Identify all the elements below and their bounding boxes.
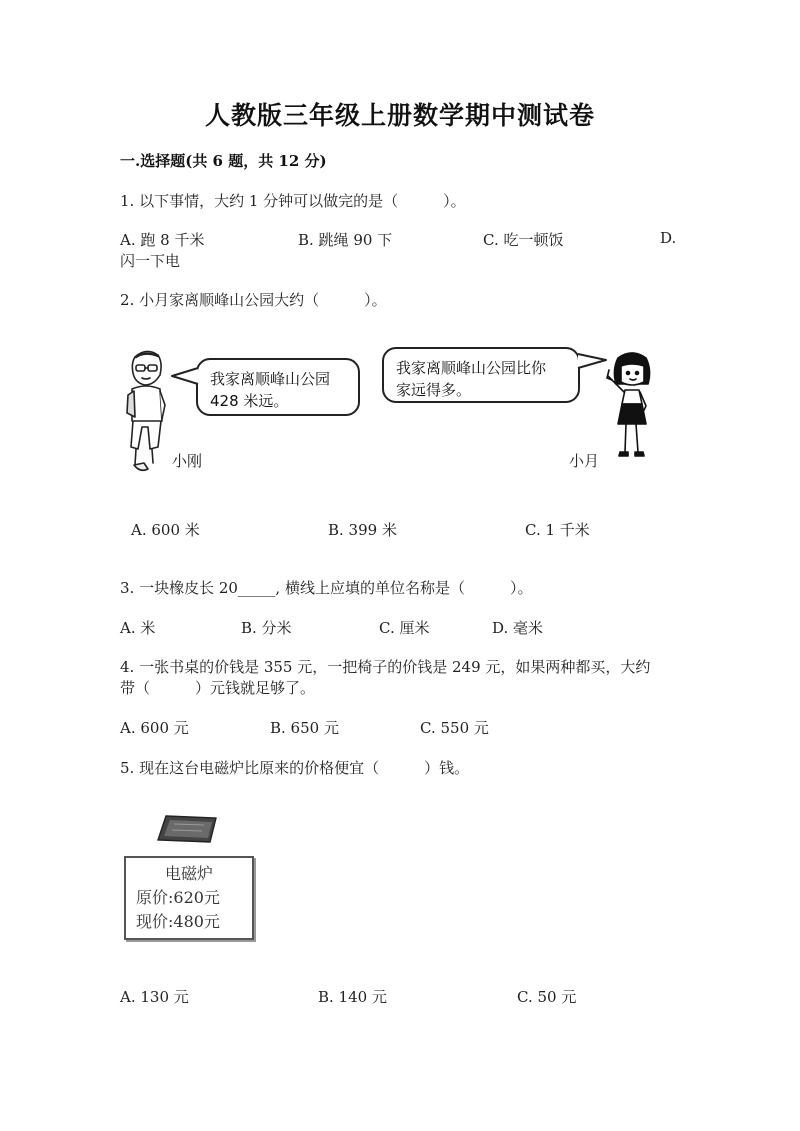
name-label-xiaogang: 小刚 (172, 452, 203, 470)
question-3-option-b: B. 分米 (241, 619, 292, 637)
question-5-option-a: A. 130 元 (120, 988, 189, 1006)
price-sign-current: 现价:480元 (136, 912, 220, 931)
question-4-text-line2: 带（ ）元钱就足够了。 (120, 679, 316, 697)
boy-figure-icon (118, 345, 176, 477)
speech-bubble-left-line1: 我家离顺峰山公园 (210, 370, 331, 388)
girl-figure-icon (604, 350, 660, 465)
question-1-option-d: D. (660, 229, 677, 247)
question-3-text: 3. 一块橡皮长 20_____, 横线上应填的单位名称是（ ）。 (120, 579, 533, 597)
question-2-option-c: C. 1 千米 (525, 521, 590, 539)
question-1-option-a: A. 跑 8 千米 (120, 231, 205, 249)
question-3-option-c: C. 厘米 (379, 619, 430, 637)
speech-bubble-right-line2: 家远得多。 (396, 381, 472, 399)
name-label-xiaoyue: 小月 (569, 452, 600, 470)
question-3-option-d: D. 毫米 (492, 619, 544, 637)
question-5-option-b: B. 140 元 (318, 988, 387, 1006)
question-1-option-c: C. 吃一顿饭 (483, 231, 564, 249)
induction-cooker-icon (156, 812, 220, 846)
price-sign-title: 电磁炉 (164, 864, 213, 883)
speech-bubble-right-line1: 我家离顺峰山公园比你 (396, 359, 547, 377)
speech-bubble-left-line2: 428 米远。 (210, 392, 289, 410)
page-title: 人教版三年级上册数学期中测试卷 (204, 101, 595, 130)
question-1-option-d-text: 闪一下电 (120, 252, 181, 270)
speech-bubble-left-tail-icon (170, 366, 200, 388)
question-5-text: 5. 现在这台电磁炉比原来的价格便宜（ ）钱。 (120, 759, 470, 777)
question-5-option-c: C. 50 元 (517, 988, 577, 1006)
question-2-option-a: A. 600 米 (131, 521, 200, 539)
question-2-option-b: B. 399 米 (328, 521, 397, 539)
question-4-option-a: A. 600 元 (120, 719, 189, 737)
question-4-option-b: B. 650 元 (270, 719, 339, 737)
speech-bubble-right (382, 347, 580, 403)
price-sign-original: 原价:620元 (136, 888, 220, 907)
price-sign (124, 856, 254, 940)
section-heading: 一.选择题(共 6 题，共 12 分) (120, 152, 327, 170)
question-1-text: 1. 以下事情，大约 1 分钟可以做完的是（ ）。 (120, 192, 466, 210)
question-4-text-line1: 4. 一张书桌的价钱是 355 元，一把椅子的价钱是 249 元，如果两种都买，大约 (120, 658, 651, 676)
question-4-option-c: C. 550 元 (420, 719, 489, 737)
question-3-option-a: A. 米 (120, 619, 156, 637)
speech-bubble-left (196, 358, 360, 416)
question-2-text: 2. 小月家离顺峰山公园大约（ ）。 (120, 291, 387, 309)
question-1-option-b: B. 跳绳 90 下 (298, 231, 393, 249)
